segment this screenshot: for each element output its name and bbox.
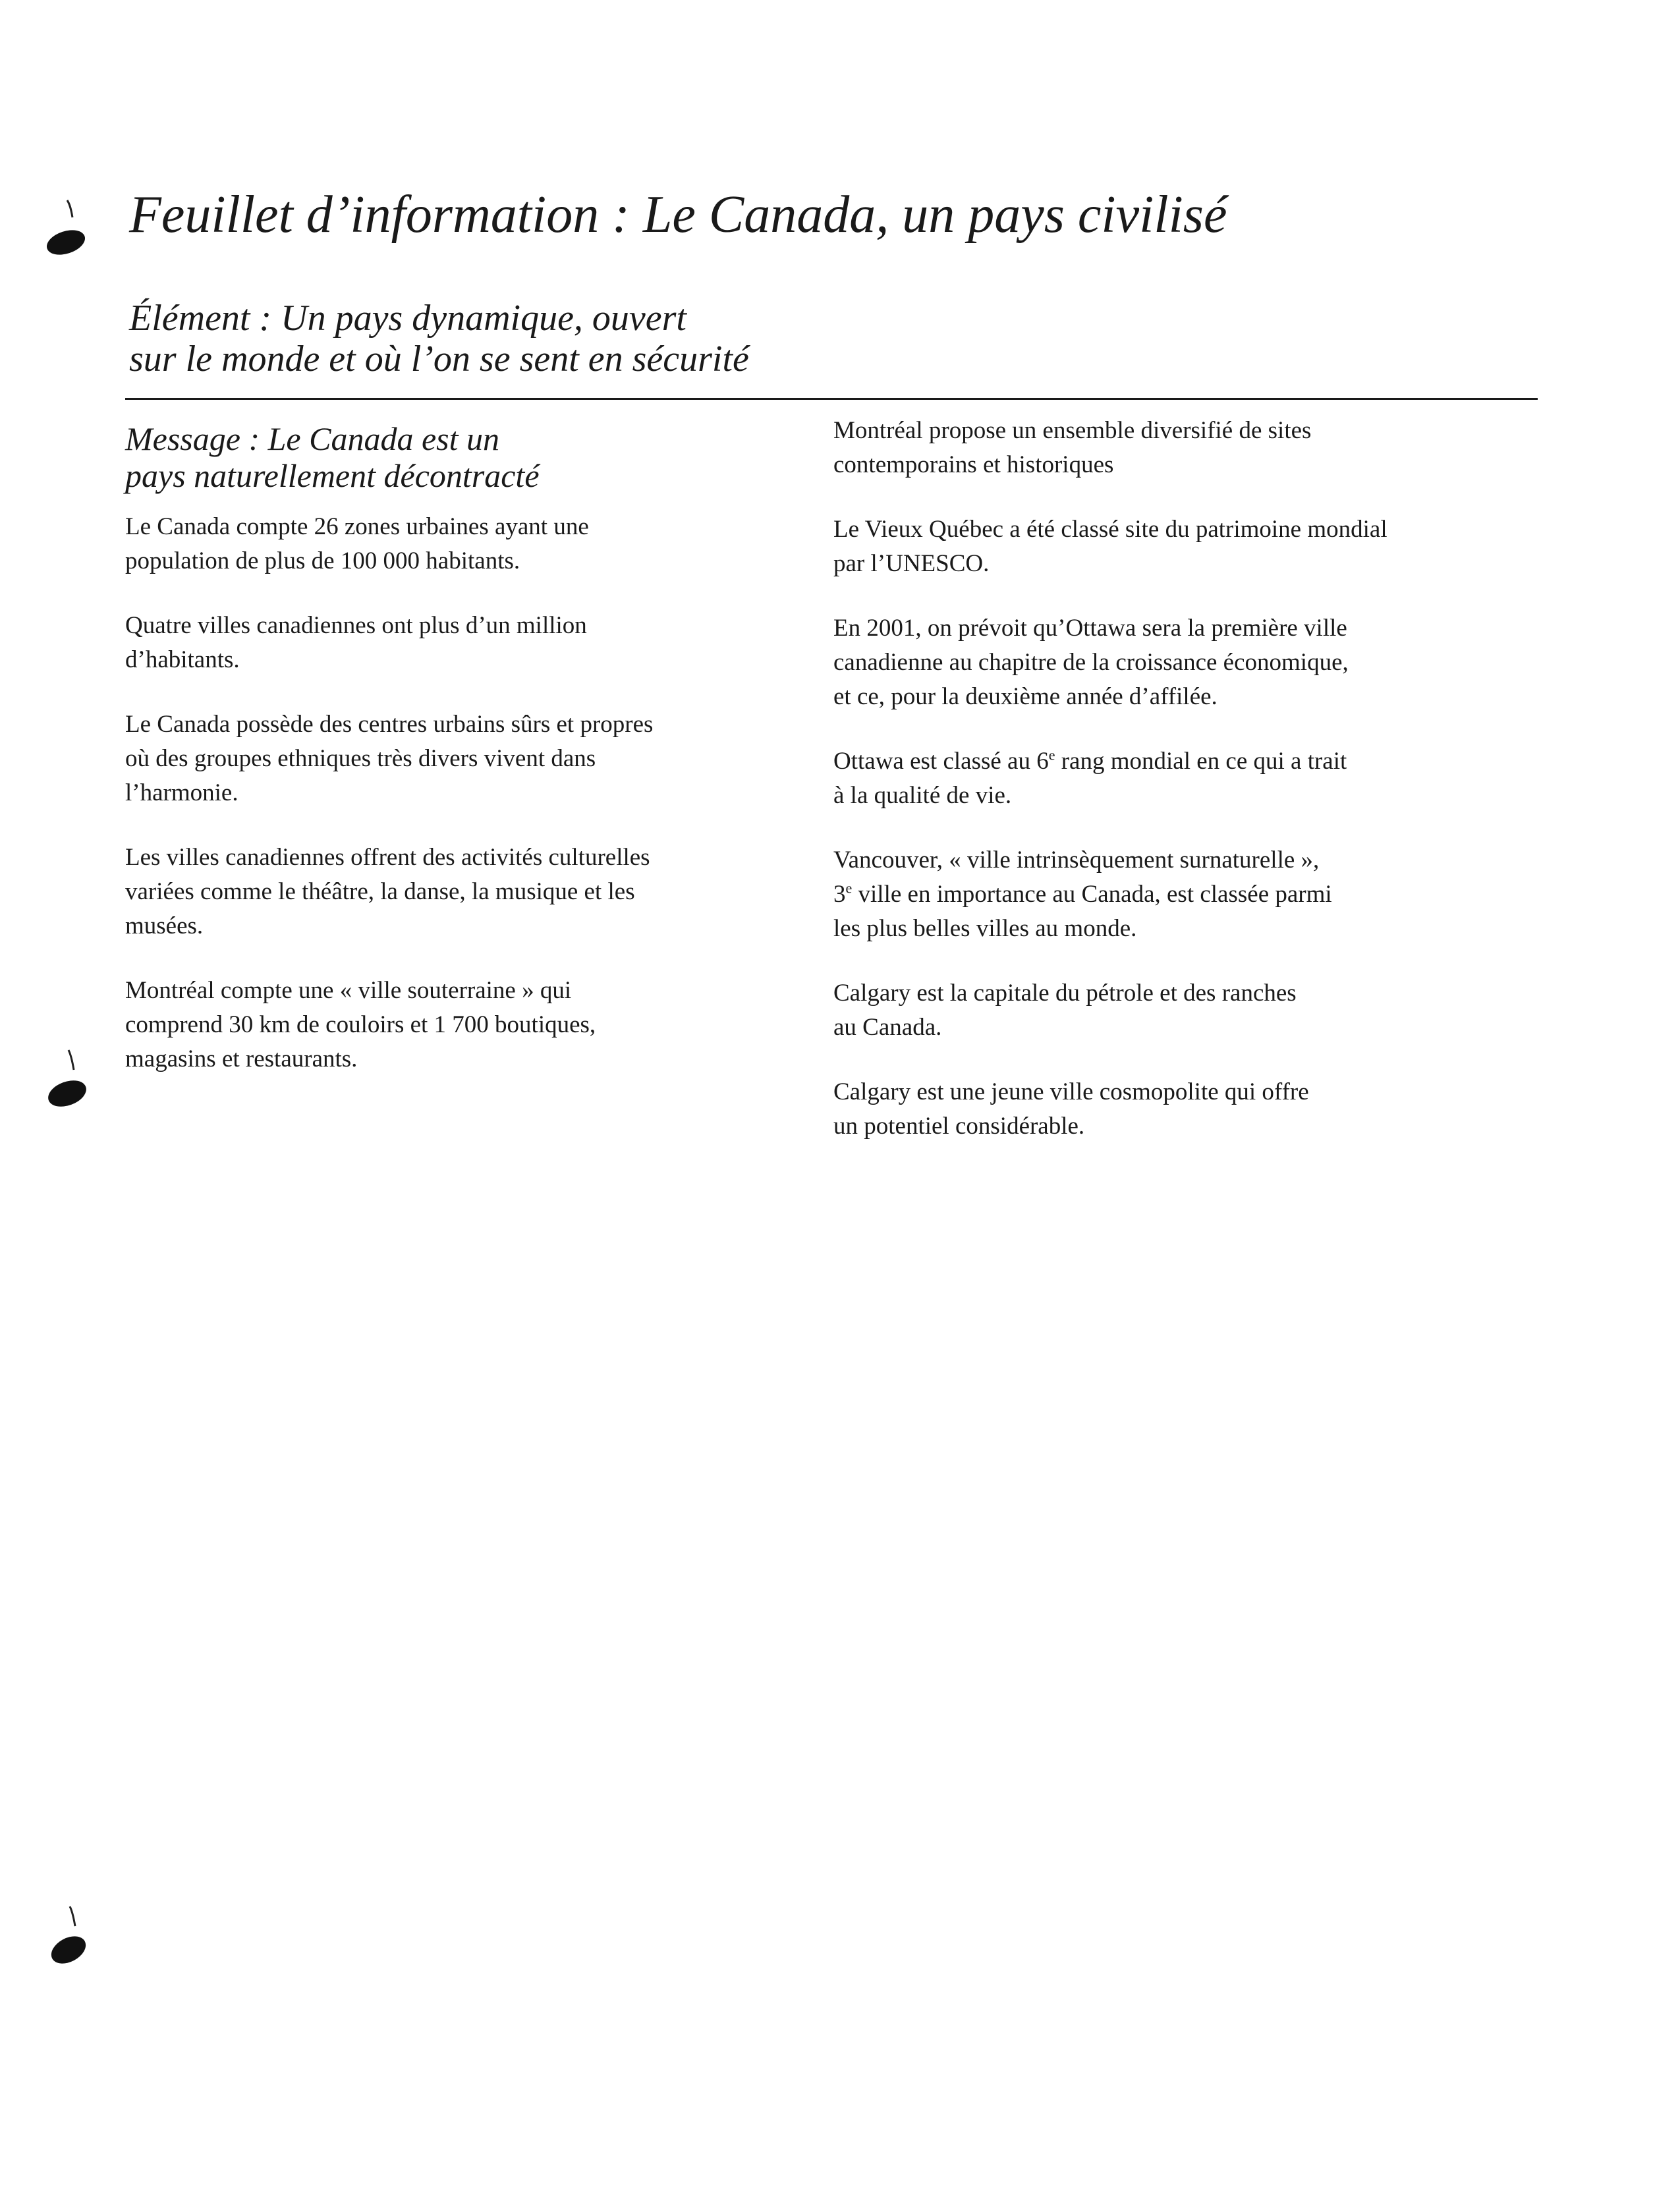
fact-paragraph: [833, 976, 1532, 1045]
fact-paragraph: [833, 414, 1532, 482]
fact-line: Calgary est la capitale du pétrole et des ranches: [833, 980, 1297, 1007]
binder-hole-icon: [43, 198, 88, 258]
fact-line: [833, 744, 1532, 779]
fact-line: [833, 877, 1532, 912]
fact-text: 3: [833, 881, 846, 908]
message-heading-line: Message : Le Canada est un: [125, 420, 499, 457]
fact-line: comprend 30 km de couloirs et 1 700 boutiques,: [125, 1011, 596, 1038]
fact-line: par l’UNESCO.: [833, 550, 990, 577]
fact-paragraph: [125, 974, 797, 1076]
fact-line: et ce, pour la deuxième année d’affilée.: [833, 683, 1218, 710]
element-heading-line: Élément : Un pays dynamique, ouvert: [129, 298, 686, 339]
right-column: [833, 414, 1532, 1174]
fact-line: contemporains et historiques: [833, 451, 1114, 478]
fact-line: variées comme le théâtre, la danse, la musique et les: [125, 878, 635, 905]
fact-line: au Canada.: [833, 1014, 942, 1041]
fact-line: où des groupes ethniques très divers vivent dans: [125, 745, 596, 772]
fact-text: rang mondial en ce qui a trait: [1055, 748, 1347, 775]
ordinal-superscript: e: [845, 879, 853, 897]
fact-paragraph: [833, 843, 1532, 946]
fact-paragraph: [833, 611, 1532, 714]
message-heading: [125, 420, 797, 494]
fact-line: magasins et restaurants.: [125, 1045, 358, 1072]
fact-paragraph: [125, 609, 797, 677]
ordinal-superscript: e: [1048, 746, 1055, 763]
fact-paragraph: [833, 1075, 1532, 1144]
fact-paragraph: [833, 513, 1532, 581]
fact-text: ville en importance au Canada, est classée parmi: [852, 881, 1332, 908]
fact-line: population de plus de 100 000 habitants.: [125, 547, 520, 574]
fact-paragraph: [833, 744, 1532, 813]
fact-paragraph: [125, 841, 797, 943]
fact-line: d’habitants.: [125, 646, 240, 673]
binder-hole-icon: [43, 1047, 88, 1108]
fact-line: Le Canada possède des centres urbains sûrs et propres: [125, 711, 654, 738]
binder-hole-icon: [43, 1904, 88, 1964]
element-heading-line: sur le monde et où l’on se sent en sécurité: [129, 339, 749, 379]
fact-line: musées.: [125, 912, 204, 939]
fact-line: canadienne au chapitre de la croissance économique,: [833, 649, 1349, 676]
fact-line: un potentiel considérable.: [833, 1113, 1085, 1140]
fact-line: Montréal propose un ensemble diversifié de sites: [833, 417, 1312, 444]
fact-line: les plus belles villes au monde.: [833, 915, 1137, 942]
section-divider: [125, 398, 1538, 400]
message-heading-line: pays naturellement décontracté: [125, 457, 540, 494]
page-title: Feuillet d’information : Le Canada, un pays civilisé: [129, 186, 1227, 244]
fact-line: Montréal compte une « ville souterraine » qui: [125, 977, 572, 1004]
fact-line: Le Vieux Québec a été classé site du patrimoine mondial: [833, 516, 1387, 543]
fact-line: Le Canada compte 26 zones urbaines ayant une: [125, 513, 589, 540]
fact-line: l’harmonie.: [125, 779, 238, 806]
fact-line: Les villes canadiennes offrent des activités culturelles: [125, 844, 650, 871]
fact-line: à la qualité de vie.: [833, 782, 1012, 809]
fact-paragraph: [125, 510, 797, 578]
fact-line: Quatre villes canadiennes ont plus d’un million: [125, 612, 587, 639]
left-column: [125, 414, 797, 1107]
fact-line: En 2001, on prévoit qu’Ottawa sera la première ville: [833, 615, 1347, 642]
fact-line: Calgary est une jeune ville cosmopolite qui offre: [833, 1078, 1309, 1105]
fact-text: Ottawa est classé au 6: [833, 748, 1049, 775]
fact-paragraph: [125, 708, 797, 810]
element-heading: [129, 298, 1117, 379]
fact-line: Vancouver, « ville intrinsèquement surnaturelle »,: [833, 847, 1320, 874]
